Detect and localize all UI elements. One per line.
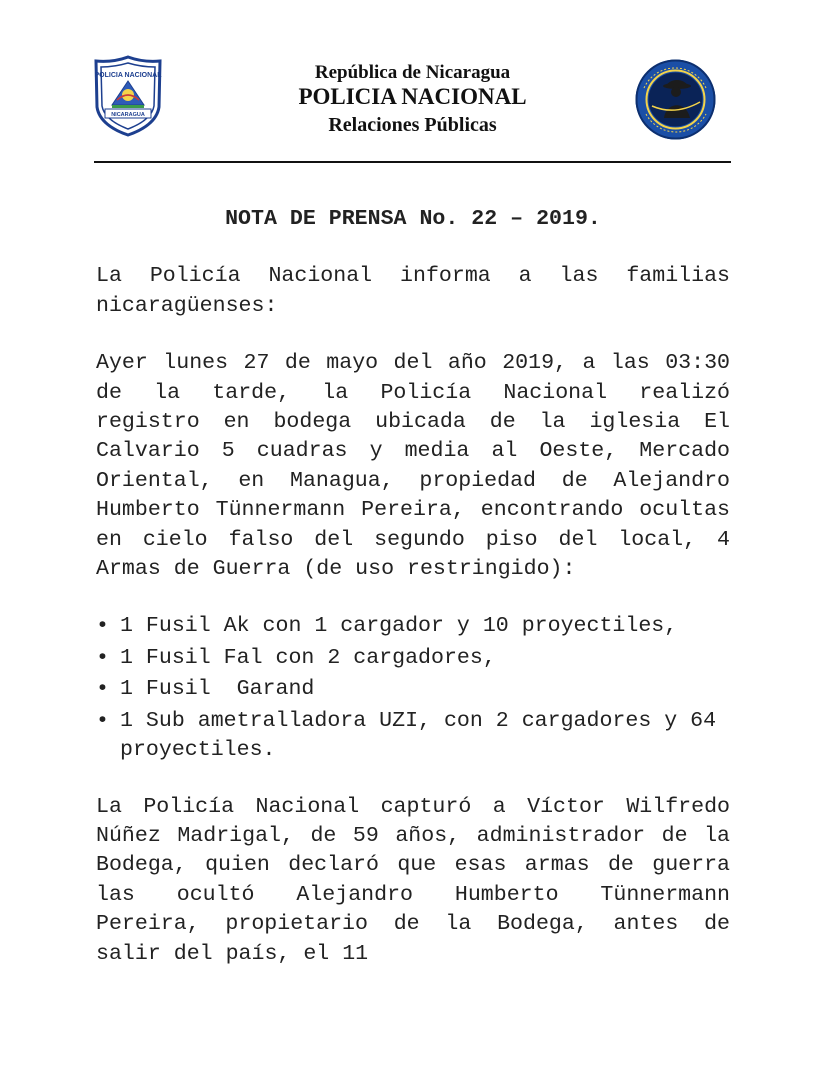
list-item-text: 1 Fusil Garand [120,677,315,702]
press-release-title: NOTA DE PRENSA No. 22 – 2019. [225,207,601,231]
search-report-paragraph: Ayer lunes 27 de mayo del año 2019, a las 03:30 de la tarde, la Policía Nacional realizó registro en bodega ubicada de la iglesia El Calvario 5 cuadras y media al Oeste, Mercado Oriental, en Managua, propiedad de Alejandro Humberto Tünnermann Pereira, encontrando ocultas en cielo falso del segundo piso del local, 4 Armas de Guerra (de uso restringido): [96,351,730,582]
institution-name: POLICIA NACIONAL [298,84,527,109]
bullet-icon: • [96,708,109,733]
weapons-list [96,612,730,765]
list-item-text: 1 Fusil Ak con 1 cargador y 10 proyectiles, [120,614,678,639]
police-badge-icon [93,55,163,137]
svg-text:NICARAGUA: NICARAGUA [111,112,145,118]
relaciones-publicas-seal-icon [634,58,717,141]
list-item [96,675,730,704]
bullet-icon: • [96,677,109,702]
country-name: República de Nicaragua [314,62,511,83]
svg-text:POLICIA NACIONAL: POLICIA NACIONAL [94,72,162,79]
list-item-text: 1 Fusil Fal con 2 cargadores, [120,645,496,670]
list-item [96,644,730,673]
list-item [96,612,730,641]
list-item [96,707,730,766]
intro-paragraph: La Policía Nacional informa a las familias nicaragüenses: [96,264,730,318]
bullet-icon: • [96,645,109,670]
header-divider [94,161,731,163]
letterhead [0,0,825,170]
department-name: Relaciones Públicas [328,114,497,136]
arrest-paragraph: La Policía Nacional capturó a Víctor Wilfredo Núñez Madrigal, de 59 años, administrador de la Bodega, quien declaró que esas armas de guerra las ocultó Alejandro Humberto Tünnermann Pereira, propietario de la Bodega, antes de salir del país, el 11 [96,794,730,966]
bullet-icon: • [96,614,109,639]
list-item-text: 1 Sub ametralladora UZI, con 2 cargadores y 64 proyectiles. [120,708,717,763]
press-release [96,205,730,969]
